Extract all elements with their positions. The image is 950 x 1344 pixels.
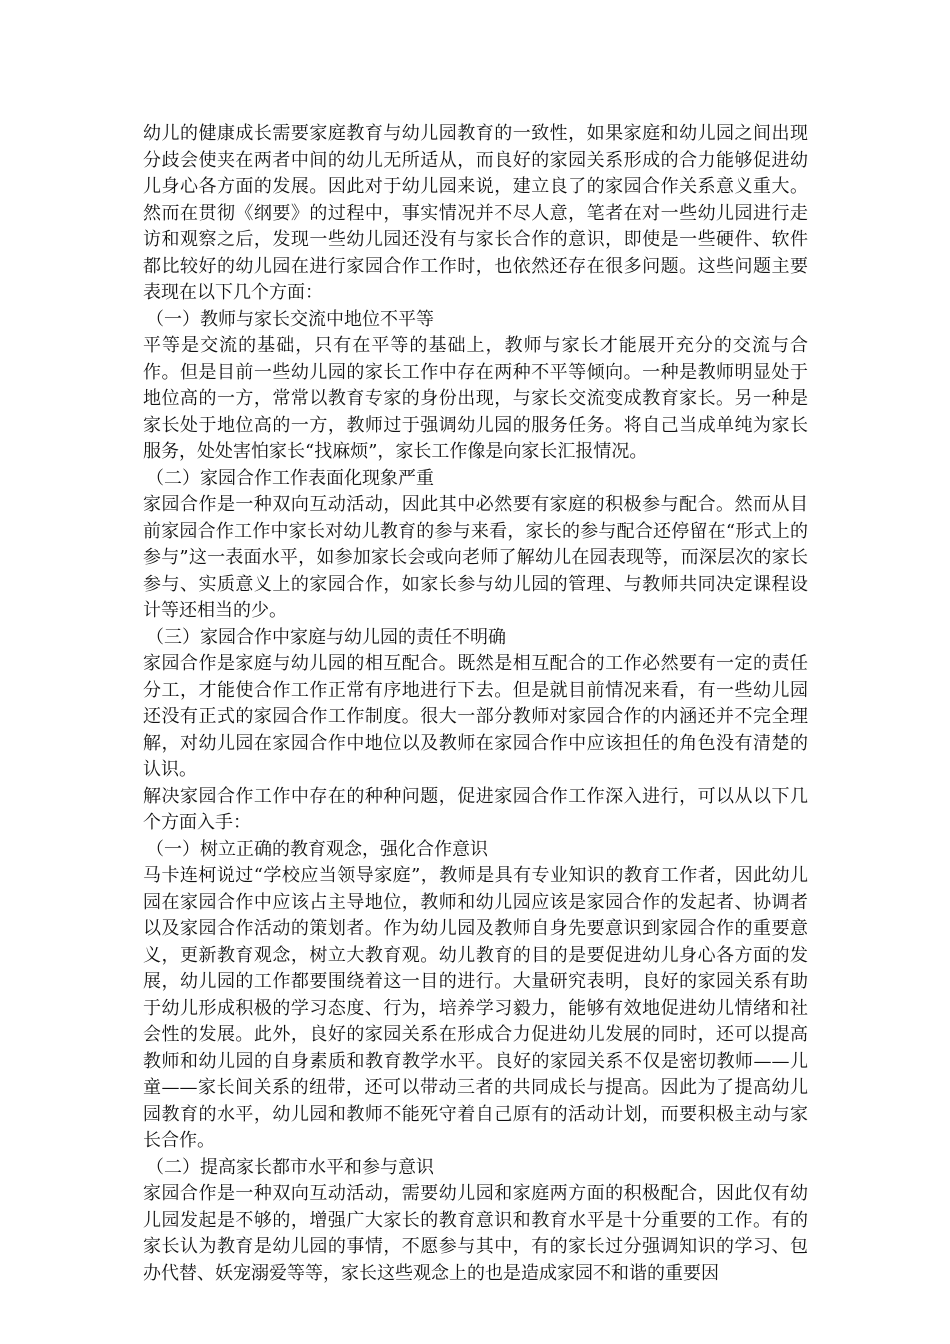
paragraph-concept: 马卡连柯说过“学校应当领导家庭”，教师是具有专业知识的教育工作者，因此幼儿园在家园合作中应该占主导地位，教师和幼儿园应该是家园合作的发起者、协调者以及家园合作活动的策划者。作为幼儿园及教师自身先要意识到家园合作的重要意义，更新教育观念，树立大教育观。幼儿教育的目的是要促进幼儿身心各方面的发展，幼儿园的工作都要围绕着这一目的进行。大量研究表明，良好的家园关系有助于幼儿形成积极的学习态度、行为，培养学习毅力，能够有效地促进幼儿情绪和社会性的发展。此外，良好的家园关系在形成合力促进幼儿发展的同时，还可以提高教师和幼儿园的自身素质和教育教学水平。良好的家园关系不仅是密切教师——儿童——家长间关系的纽带，还可以带动三者的共同成长与提高。因此为了提高幼儿园教育的水平，幼儿园和教师不能死守着自己原有的活动计划，而要积极主动与家长合作。 <box>143 865 808 1151</box>
section-heading-3: （三）家园合作中家庭与幼儿园的责任不明确 <box>146 626 506 648</box>
paragraph-responsibility: 家园合作是家庭与幼儿园的相互配合。既然是相互配合的工作必然要有一定的责任分工，才能使合作工作正常有序地进行下去。但是就目前情况来看，有一些幼儿园还没有正式的家园合作工作制度。很大一部分教师对家园合作的内涵还并不完全理解，对幼儿园在家园合作中地位以及教师在家园合作中应该担任的角色没有清楚的认识。 <box>143 653 808 780</box>
paragraph-equality: 平等是交流的基础，只有在平等的基础上，教师与家长才能展开充分的交流与合作。但是目前一些幼儿园的家长工作中存在两种不平等倾向。一种是教师明显处于地位高的一方，常常以教育专家的身份出现，与家长交流变成教育家长。另一种是家长处于地位高的一方，教师过于强调幼儿园的服务任务。将自己当成单纯为家长服务，处处害怕家长“找麻烦”，家长工作像是向家长汇报情况。 <box>143 335 808 462</box>
section-heading-1: （一）教师与家长交流中地位不平等 <box>146 308 434 330</box>
section-heading-2: （二）家园合作工作表面化现象严重 <box>146 467 434 489</box>
section-heading-4: （一）树立正确的教育观念，强化合作意识 <box>146 838 488 860</box>
document-page <box>143 121 808 1287</box>
section-heading-5: （二）提高家长都市水平和参与意识 <box>146 1156 434 1178</box>
paragraph-superficial: 家园合作是一种双向互动活动，因此其中必然要有家庭的积极参与配合。然而从目前家园合作工作中家长对幼儿教育的参与来看，家长的参与配合还停留在“形式上的参与”这一表面水平，如参加家长会或向老师了解幼儿在园表现等，而深层次的家长参与、实质意义上的家园合作，如家长参与幼儿园的管理、与教师共同决定课程设计等还相当的少。 <box>143 494 808 621</box>
paragraph-parents: 家园合作是一种双向互动活动，需要幼儿园和家庭两方面的积极配合，因此仅有幼儿园发起是不够的，增强广大家长的教育意识和教育水平是十分重要的工作。有的家长认为教育是幼儿园的事情，不愿参与其中，有的家长过分强调知识的学习、包办代替、妖宠溺爱等等，家长这些观念上的也是造成家园不和谐的重要因 <box>143 1183 808 1284</box>
paragraph-intro: 幼儿的健康成长需要家庭教育与幼儿园教育的一致性，如果家庭和幼儿园之间出现分歧会使夹在两者中间的幼儿无所适从，而良好的家园关系形成的合力能够促进幼儿身心各方面的发展。因此对于幼儿园来说，建立良了的家园合作关系意义重大。然而在贯彻《纲要》的过程中，事实情况并不尽人意，笔者在对一些幼儿园进行走访和观察之后，发现一些幼儿园还没有与家长合作的意识，即使是一些硬件、软件都比较好的幼儿园在进行家园合作工作时，也依然还存在很多问题。这些问题主要表现在以下几个方面： <box>143 123 808 303</box>
paragraph-solutions-intro: 解决家园合作工作中存在的种种问题，促进家园合作工作深入进行，可以从以下几个方面入手： <box>143 785 808 833</box>
